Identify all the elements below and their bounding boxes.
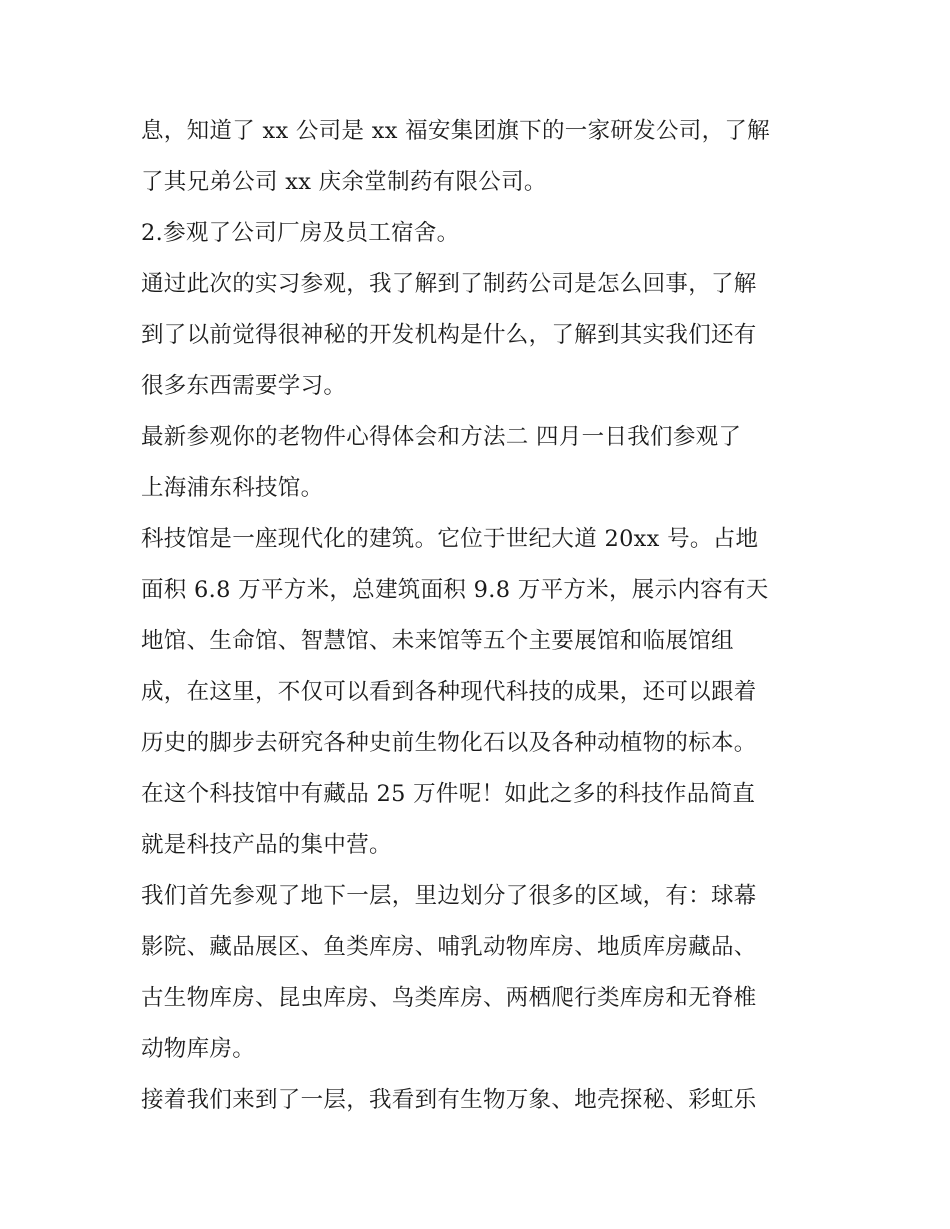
document-body [141,106,821,1126]
text-line: 通过此次的实习参观，我了解到了制药公司是怎么回事，了解 [141,271,757,297]
text-line: 影院、藏品展区、鱼类库房、哺乳动物库房、地质库房藏品、 [141,934,757,960]
text-line: 我们首先参观了地下一层，里边划分了很多的区域，有：球幕 [141,883,757,909]
text-line: 动物库房。 [141,1036,256,1062]
text-line: 历史的脚步去研究各种史前生物化石以及各种动植物的标本。 [141,730,757,756]
text-line: 面积 6.8 万平方米，总建筑面积 9.8 万平方米，展示内容有天 [141,577,769,603]
text-line: 了其兄弟公司 xx 庆余堂制药有限公司。 [141,169,547,195]
text-line: 很多东西需要学习。 [141,373,347,399]
text-line: 接着我们来到了一层，我看到有生物万象、地壳探秘、彩虹乐 [141,1087,757,1113]
text-line: 古生物库房、昆虫库房、鸟类库房、两栖爬行类库房和无脊椎 [141,985,757,1011]
text-line: 地馆、生命馆、智慧馆、未来馆等五个主要展馆和临展馆组 [141,628,734,654]
text-line: 到了以前觉得很神秘的开发机构是什么，了解到其实我们还有 [141,322,757,348]
text-line: 息，知道了 xx 公司是 xx 福安集团旗下的一家研发公司，了解 [141,118,770,144]
text-line: 成，在这里，不仅可以看到各种现代科技的成果，还可以跟着 [141,679,757,705]
text-line: 就是科技产品的集中营。 [141,832,392,858]
text-line: 科技馆是一座现代化的建筑。它位于世纪大道 20xx 号。占地 [141,526,759,552]
text-line: 在这个科技馆中有藏品 25 万件呢！如此之多的科技作品简直 [141,781,756,807]
text-line: 上海浦东科技馆。 [141,475,324,501]
text-line: 最新参观你的老物件心得体会和方法二 四月一日我们参观了 [141,424,742,450]
text-line: 2.参观了公司厂房及员工宿舍。 [141,220,460,246]
